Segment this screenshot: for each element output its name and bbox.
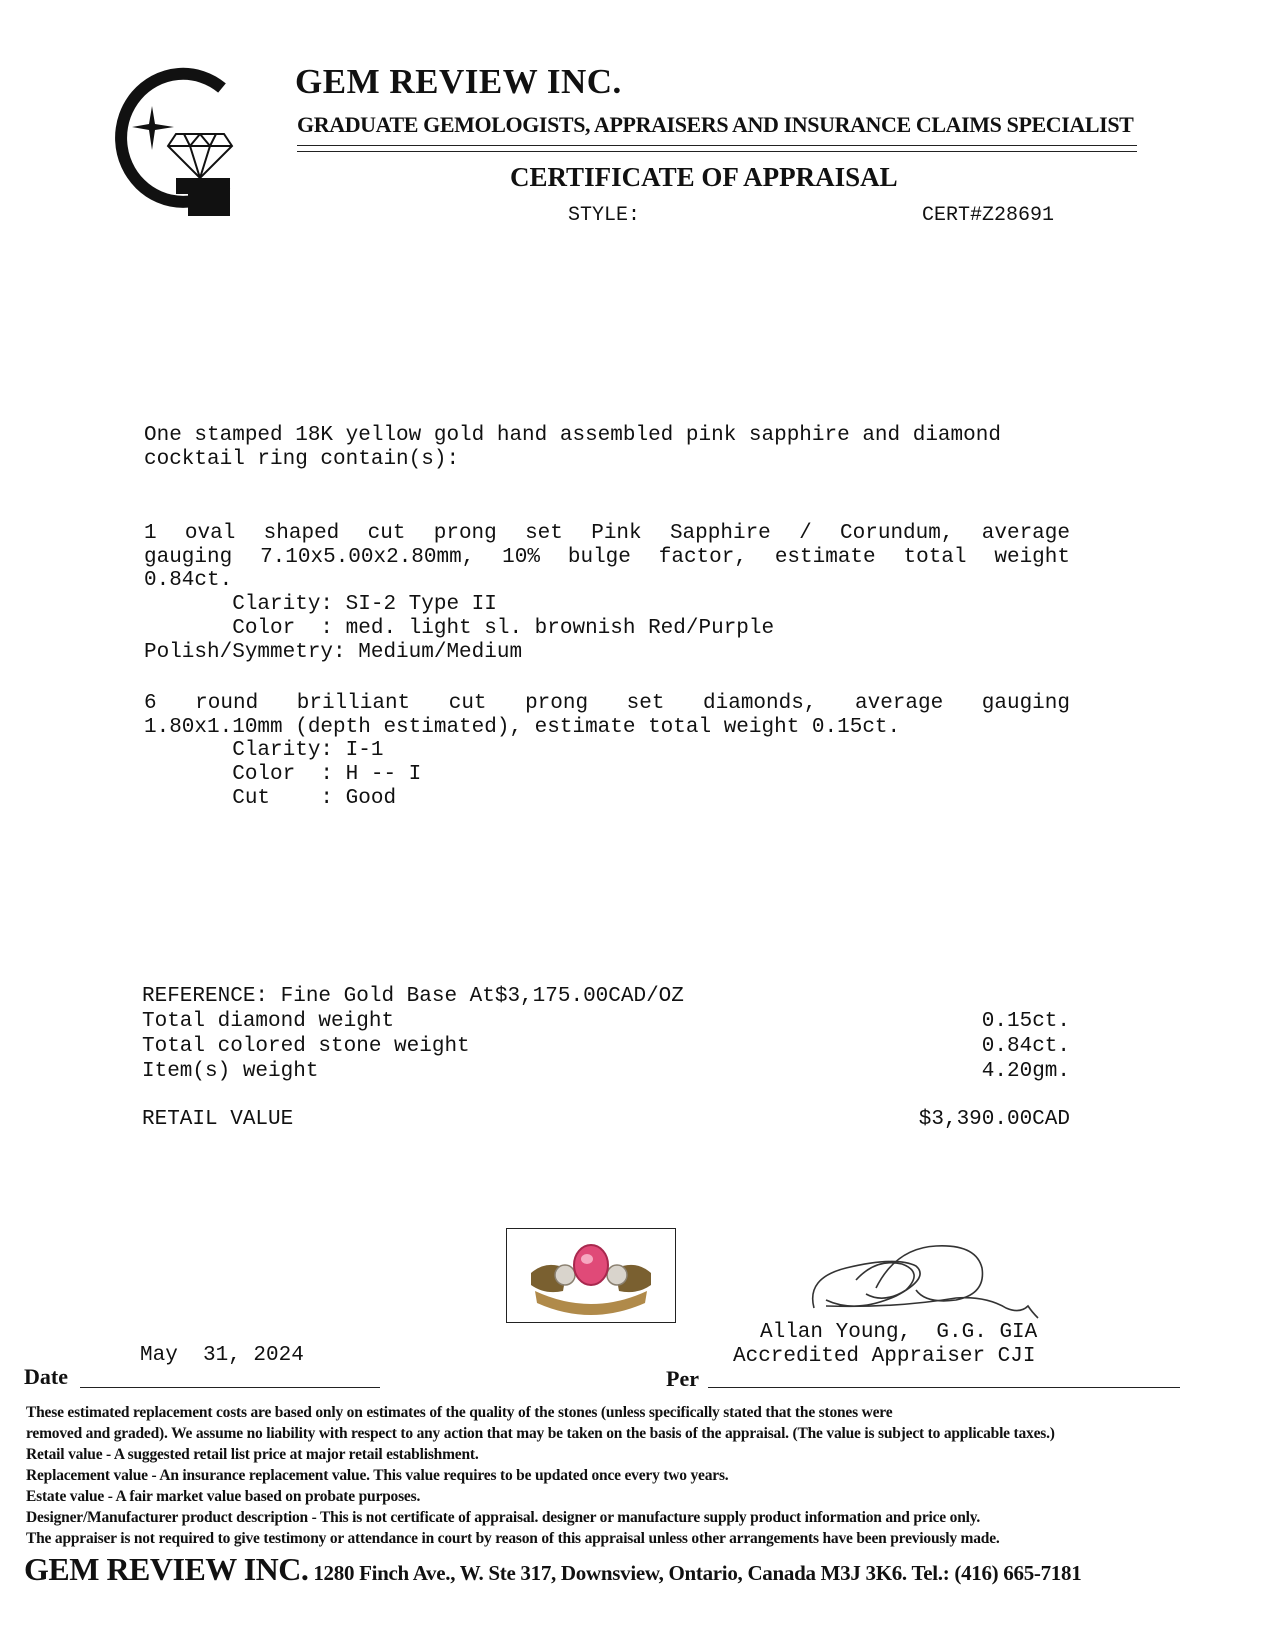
disclaimer-line: Designer/Manufacturer product description - This is not certificate of appraisal. designer or manufacture supply product information and price only. (26, 1509, 981, 1526)
stone-description-line: 6 round brilliant cut prong set diamonds, average gauging (144, 692, 1070, 715)
total-diamond-weight-value: 0.15ct. (981, 1010, 1070, 1033)
disclaimer-line: Retail value - A suggested retail list price at major retail establishment. (26, 1446, 479, 1463)
stone-description-line: 0.84ct. (144, 569, 233, 592)
retail-value-label: RETAIL VALUE (142, 1108, 294, 1131)
stone-color: Color : med. light sl. brownish Red/Purple (144, 617, 775, 640)
total-colored-stone-weight-value: 0.84ct. (981, 1035, 1070, 1058)
date-value: May 31, 2024 (140, 1344, 304, 1367)
date-signature-line (80, 1387, 380, 1388)
stone-clarity: Clarity: I-1 (144, 739, 384, 762)
stone-polish-symmetry: Polish/Symmetry: Medium/Medium (144, 641, 523, 664)
disclaimer-line: Estate value - A fair market value based on probate purposes. (26, 1488, 421, 1505)
appraiser-signature (806, 1238, 1046, 1328)
item-weight-value: 4.20gm. (981, 1060, 1070, 1083)
style-label: STYLE: (568, 204, 641, 227)
header-rule (297, 145, 1137, 146)
header-rule (297, 151, 1137, 152)
stone-description-line: 1 oval shaped cut prong set Pink Sapphire / Corundum, average (144, 522, 1070, 545)
per-label: Per (666, 1366, 699, 1391)
appraiser-accreditation: Accredited Appraiser CJI (733, 1345, 1036, 1368)
retail-value-amount: $3,390.00CAD (918, 1108, 1070, 1131)
company-name: GEM REVIEW INC. (295, 62, 622, 101)
footer-company-name: GEM REVIEW INC. (24, 1551, 309, 1587)
certificate-number: CERT#Z28691 (922, 204, 1055, 227)
ring-photo (506, 1228, 676, 1323)
stone-color: Color : H -- I (144, 763, 422, 786)
disclaimer-line: removed and graded). We assume no liability with respect to any action that may be taken on the basis of the appraisal. (The value is subject to applicable taxes.) (26, 1425, 1055, 1442)
stone-description-line: 1.80x1.10mm (depth estimated), estimate total weight 0.15ct. (144, 716, 901, 739)
company-logo-icon (104, 66, 244, 216)
disclaimer-line: Replacement value - An insurance replacement value. This value requires to be updated once every two years. (26, 1467, 729, 1484)
date-label: Date (24, 1364, 68, 1389)
total-colored-stone-weight-label: Total colored stone weight (142, 1035, 470, 1058)
appraiser-name: Allan Young, G.G. GIA (760, 1321, 1038, 1344)
footer-company (24, 1551, 1081, 1588)
per-signature-line (708, 1387, 1180, 1388)
description-line: One stamped 18K yellow gold hand assembled pink sapphire and diamond (144, 424, 1001, 447)
reference-line: REFERENCE: Fine Gold Base At$3,175.00CAD/OZ (142, 985, 684, 1008)
footer-address: 1280 Finch Ave., W. Ste 317, Downsview, Ontario, Canada M3J 3K6. Tel.: (416) 665-7181 (308, 1561, 1082, 1585)
description-line: cocktail ring contain(s): (144, 448, 460, 471)
total-diamond-weight-label: Total diamond weight (142, 1010, 395, 1033)
disclaimer-line: These estimated replacement costs are based only on estimates of the quality of the stones (unless specifically stated that the stones were (26, 1404, 893, 1421)
disclaimer-line: The appraiser is not required to give testimony or attendance in court by reason of this appraisal unless other arrangements have been previously made. (26, 1530, 1000, 1547)
stone-description-line: gauging 7.10x5.00x2.80mm, 10% bulge factor, estimate total weight (144, 546, 1070, 569)
company-tagline: GRADUATE GEMOLOGISTS, APPRAISERS AND INSURANCE CLAIMS SPECIALIST (297, 112, 1134, 137)
certificate-title: CERTIFICATE OF APPRAISAL (510, 162, 898, 192)
stone-clarity: Clarity: SI-2 Type II (144, 593, 497, 616)
item-weight-label: Item(s) weight (142, 1060, 319, 1083)
stone-cut: Cut : Good (144, 787, 397, 810)
